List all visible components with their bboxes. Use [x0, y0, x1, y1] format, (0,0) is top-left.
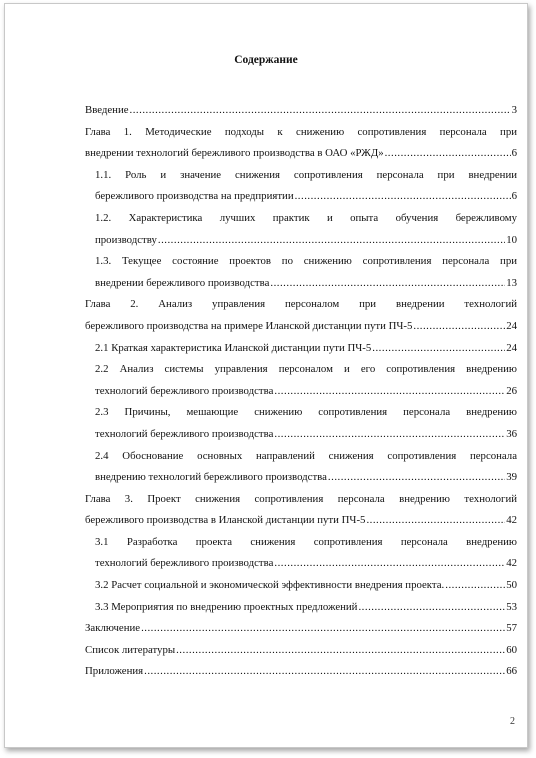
- toc-entry-line: [85, 640, 517, 662]
- toc-leader-dots: [366, 510, 505, 532]
- toc-entry-text: бережливого производства на примере Иланской дистанции пути ПЧ-5: [85, 319, 413, 332]
- toc-leader-dots: [385, 143, 511, 165]
- toc-entry-line: [95, 230, 517, 252]
- page-title: Содержание: [234, 54, 298, 66]
- toc-entry-line: [95, 532, 517, 554]
- toc-entry-line: [85, 122, 517, 144]
- toc-entry-line: [95, 273, 517, 295]
- toc-entry: [95, 338, 517, 360]
- toc-entry-line: [95, 553, 517, 575]
- toc-entry-text: Глава 2. Анализ управления персоналом при внедрении технологий: [85, 298, 517, 311]
- toc-entry-line: [95, 402, 517, 424]
- toc-page-number: 57: [506, 622, 517, 635]
- toc-entry-text: Список литературы: [85, 643, 176, 656]
- toc-leader-dots: [372, 338, 505, 360]
- toc-entry-text: Глава 1. Методические подходы к снижению сопротивления персонала при: [85, 125, 517, 138]
- toc-entry-text: бережливого производства на предприятии: [95, 190, 294, 203]
- toc-page-number: 39: [506, 471, 517, 484]
- toc-entry: [85, 294, 517, 337]
- toc-entry-line: [95, 446, 517, 468]
- toc-entry-text: внедрению технологий бережливого производства: [95, 471, 327, 484]
- toc-entry: [95, 575, 517, 597]
- toc-page-number: 10: [506, 233, 517, 246]
- toc-entry-line: [85, 143, 517, 165]
- toc-leader-dots: [295, 186, 511, 208]
- toc-entry-line: [95, 381, 517, 403]
- toc-entry-line: [95, 359, 517, 381]
- toc-entry-line: [85, 294, 517, 316]
- toc-entry-text: 3.3 Мероприятия по внедрению проектных предложений: [95, 600, 358, 613]
- toc-entry: [85, 122, 517, 165]
- toc-entry-text: 2.1 Краткая характеристика Иланской дистанции пути ПЧ-5: [95, 341, 372, 354]
- toc-entry-text: бережливого производства в Иланской дистанции пути ПЧ-5: [85, 514, 366, 527]
- toc-page-number: 66: [506, 665, 517, 678]
- toc-entry-text: Заключение: [85, 622, 141, 635]
- toc-entry-text: 2.2 Анализ системы управления персоналом и его сопротивления внедрению: [95, 363, 517, 376]
- toc-leader-dots: [274, 381, 505, 403]
- toc-entry-text: 2.3 Причины, мешающие снижению сопротивления персонала внедрению: [95, 406, 517, 419]
- toc-page-number: 26: [506, 384, 517, 397]
- toc-leader-dots: [176, 640, 505, 662]
- toc-entry: [95, 532, 517, 575]
- toc-page-number: 24: [506, 341, 517, 354]
- toc-entry-text: Приложения: [85, 665, 144, 678]
- toc-entry-text: 2.4 Обоснование основных направлений снижения сопротивления персонала: [95, 449, 517, 462]
- toc-entry: [95, 402, 517, 445]
- toc-page-number: 60: [506, 643, 517, 656]
- toc-page-number: 3: [511, 104, 517, 116]
- toc-leader-dots: [130, 100, 511, 122]
- toc-entry: [85, 618, 517, 640]
- toc-entry-line: [95, 208, 517, 230]
- toc-entry: [85, 640, 517, 662]
- toc-page-number: 6: [511, 147, 517, 160]
- toc-entry-line: [95, 186, 517, 208]
- toc-entry-text: технологий бережливого производства: [95, 557, 274, 570]
- toc-leader-dots: [358, 597, 505, 619]
- toc-entry-text: внедрении технологий бережливого производства в ОАО «РЖД»: [85, 147, 384, 160]
- toc-entry: [95, 446, 517, 489]
- toc-page-number: 13: [506, 276, 517, 289]
- document-page: [4, 3, 528, 748]
- toc-entry-line: [95, 467, 517, 489]
- toc-entry-line: [85, 661, 517, 683]
- table-of-contents: [85, 100, 517, 683]
- toc-leader-dots: [274, 424, 505, 446]
- toc-entry-text: 3.1 Разработка проекта снижения сопротивления персонала внедрению: [95, 535, 517, 548]
- toc-entry: [95, 251, 517, 294]
- toc-leader-dots: [413, 316, 505, 338]
- toc-entry-text: 1.3. Текущее состояние проектов по снижению сопротивления персонала при: [95, 255, 517, 268]
- toc-entry-line: [85, 510, 517, 532]
- toc-leader-dots: [445, 575, 505, 597]
- toc-page-number: 24: [506, 319, 517, 332]
- toc-entry: [85, 489, 517, 532]
- toc-entry-line: [95, 165, 517, 187]
- toc-entry: [95, 359, 517, 402]
- toc-page-number: 53: [506, 600, 517, 613]
- toc-entry-line: [95, 338, 517, 360]
- toc-entry-line: [85, 316, 517, 338]
- toc-page-number: 50: [506, 579, 517, 592]
- toc-entry-text: технологий бережливого производства: [95, 384, 274, 397]
- toc-entry-line: [95, 251, 517, 273]
- toc-entry: [95, 597, 517, 619]
- toc-entry: [95, 208, 517, 251]
- toc-entry-line: [85, 618, 517, 640]
- toc-leader-dots: [144, 661, 505, 683]
- toc-entry-text: Введение: [85, 104, 129, 116]
- toc-entry-text: Глава 3. Проект снижения сопротивления персонала внедрению технологий: [85, 492, 517, 505]
- toc-entry-line: [95, 575, 517, 597]
- toc-leader-dots: [328, 467, 505, 489]
- toc-page-number: 36: [506, 427, 517, 440]
- toc-entry-line: [95, 424, 517, 446]
- toc-entry-text: внедрении бережливого производства: [95, 276, 270, 289]
- toc-page-number: 6: [511, 190, 517, 203]
- toc-leader-dots: [274, 553, 505, 575]
- toc-entry-text: производству: [95, 233, 157, 246]
- toc-leader-dots: [158, 230, 505, 252]
- toc-leader-dots: [270, 273, 505, 295]
- toc-leader-dots: [141, 618, 505, 640]
- page-number: 2: [510, 716, 515, 727]
- toc-entry: [85, 100, 517, 122]
- toc-page-number: 42: [506, 514, 517, 527]
- toc-entry-text: 1.1. Роль и значение снижения сопротивления персонала при внедрении: [95, 168, 517, 181]
- toc-entry: [85, 661, 517, 683]
- toc-entry-line: [85, 489, 517, 511]
- toc-entry-text: технологий бережливого производства: [95, 427, 274, 440]
- toc-entry-text: 1.2. Характеристика лучших практик и опыта обучения бережливому: [95, 211, 517, 224]
- toc-entry-line: [95, 597, 517, 619]
- toc-entry: [95, 165, 517, 208]
- toc-entry-text: 3.2 Расчет социальной и экономической эффективности внедрения проекта.: [95, 579, 445, 592]
- toc-entry-line: [85, 100, 517, 122]
- toc-page-number: 42: [506, 557, 517, 570]
